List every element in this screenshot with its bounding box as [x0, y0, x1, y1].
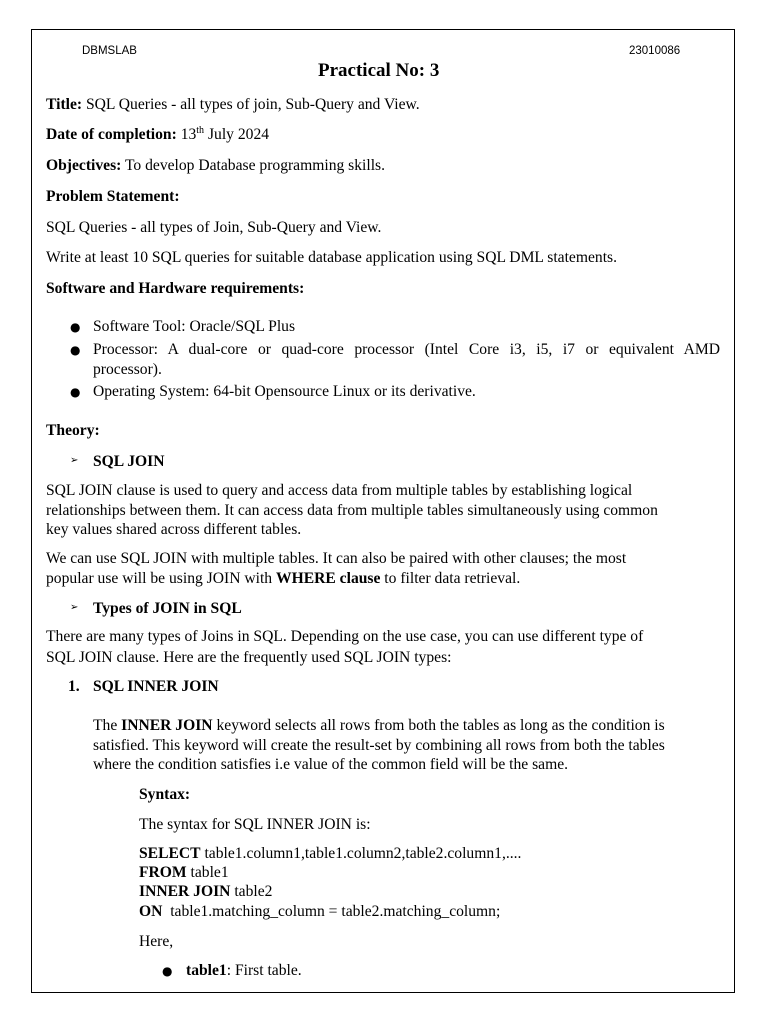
- inner-join-heading: SQL INNER JOIN: [93, 678, 219, 695]
- bullet-dot: ●: [70, 343, 81, 357]
- problem-line-1: SQL Queries - all types of Join, Sub-Query and View.: [46, 219, 382, 236]
- title-line: [46, 95, 420, 114]
- requirement-item-2-cont: processor).: [93, 361, 162, 378]
- requirement-item-2: Processor: A dual-core or quad-core processor (Intel Core i3, i5, i7 or equivalent AMD: [93, 341, 720, 358]
- date-suffix: th: [196, 124, 205, 136]
- here-label: Here,: [139, 933, 174, 950]
- date-day: 13: [180, 126, 197, 143]
- types-para-line-1: There are many types of Joins in SQL. Depending on the use case, you can use different type of: [46, 628, 644, 645]
- sql-join-para2-line-2: popular use will be using JOIN with WHERE clause to filter data retrieval.: [46, 570, 521, 587]
- sql-join-para2-line-1: We can use SQL JOIN with multiple tables. It can also be paired with other clauses; the most: [46, 550, 627, 567]
- arrowhead-icon: ➢: [70, 602, 79, 613]
- code-line-from: FROM table1: [139, 864, 229, 881]
- sql-join-para-line-2: relationships between them. It can access data from multiple tables simultaneously using common: [46, 502, 658, 519]
- types-para-line-2: SQL JOIN clause. Here are the frequently used SQL JOIN types:: [46, 649, 452, 666]
- objectives-line: [46, 156, 385, 175]
- inner-join-desc-line-1: The INNER JOIN keyword selects all rows from both the tables as long as the condition is: [93, 717, 665, 734]
- header-course-code: DBMSLAB: [82, 45, 137, 57]
- objectives-value: To develop Database programming skills.: [124, 157, 386, 174]
- sql-join-para-line-3: key values shared across different tables.: [46, 521, 302, 538]
- table1-item: table1: First table.: [186, 962, 302, 979]
- inner-join-number: 1.: [68, 678, 80, 695]
- syntax-label: Syntax:: [139, 786, 191, 803]
- bullet-dot: ●: [70, 320, 81, 334]
- date-label: Date of completion:: [46, 126, 177, 143]
- page-title: Practical No: 3: [318, 60, 440, 81]
- sql-join-heading: SQL JOIN: [93, 453, 165, 470]
- code-line-on: ON table1.matching_column = table2.matching_column;: [139, 903, 501, 920]
- inner-join-desc-line-2: satisfied. This keyword will create the result-set by combining all rows from both the tables: [93, 737, 665, 754]
- bullet-dot: ●: [162, 964, 173, 978]
- code-line-select: SELECT table1.column1,table1.column2,table2.column1,....: [139, 845, 522, 862]
- bullet-dot: ●: [70, 385, 81, 399]
- code-line-inner-join: INNER JOIN table2: [139, 883, 273, 900]
- requirement-item-1: Software Tool: Oracle/SQL Plus: [93, 318, 296, 335]
- arrowhead-icon: ➢: [70, 455, 79, 466]
- title-value: SQL Queries - all types of join, Sub-Query and View.: [86, 96, 420, 113]
- inner-join-desc-line-3: where the condition satisfies i.e value of the common field will be the same.: [93, 756, 569, 773]
- requirements-heading: Software and Hardware requirements:: [46, 280, 305, 297]
- date-line: [46, 125, 269, 144]
- sql-join-para-line-1: SQL JOIN clause is used to query and access data from multiple tables by establishing logical: [46, 482, 633, 499]
- header-roll-number: 23010086: [629, 45, 681, 57]
- requirement-item-3: Operating System: 64-bit Opensource Linux or its derivative.: [93, 383, 476, 400]
- objectives-label: Objectives:: [46, 157, 122, 174]
- title-label: Title:: [46, 96, 83, 113]
- syntax-intro: The syntax for SQL INNER JOIN is:: [139, 816, 371, 833]
- theory-heading: Theory:: [46, 422, 100, 439]
- problem-heading: Problem Statement:: [46, 188, 180, 205]
- types-of-join-heading: Types of JOIN in SQL: [93, 600, 242, 617]
- problem-line-2: Write at least 10 SQL queries for suitable database application using SQL DML statements.: [46, 249, 617, 266]
- date-rest: July 2024: [207, 126, 270, 143]
